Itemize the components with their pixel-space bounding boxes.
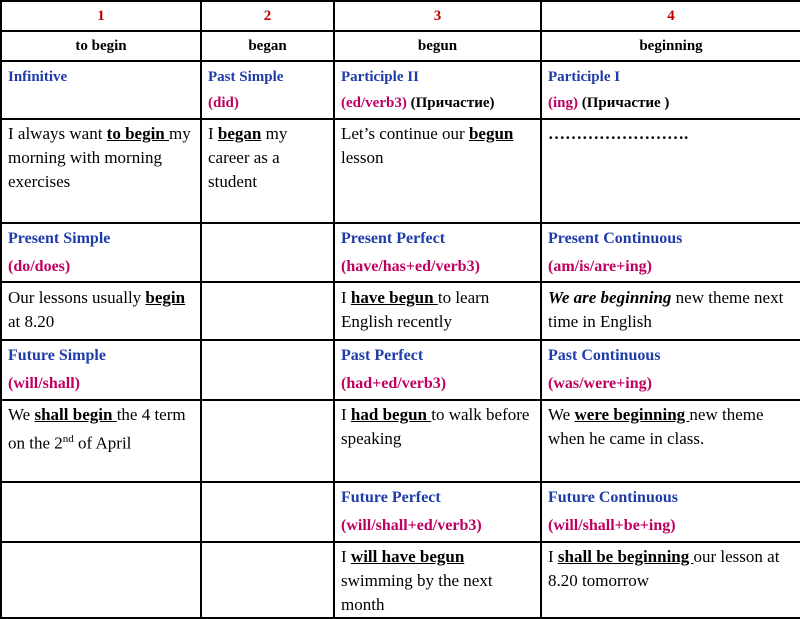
form-name-cell (541, 61, 800, 119)
example-sentence: I will have begun swimming by the next month (341, 547, 493, 614)
tense-cell (334, 340, 541, 400)
column-number: 3 (334, 1, 541, 31)
form-name-cell (1, 61, 201, 119)
form-names-row (1, 61, 800, 119)
example-sentence: We shall begin the 4 term on the 2nd of April (8, 405, 186, 453)
tense-cell (334, 482, 541, 542)
tense-formula: (was/were+ing) (548, 375, 652, 392)
form-name-cell (334, 61, 541, 119)
form-formula: (did) (208, 95, 239, 111)
example-cell (334, 400, 541, 482)
tense-examples-row (1, 542, 800, 618)
blank-placeholder: ……………………. (548, 124, 689, 143)
empty-cell (201, 282, 334, 340)
key-verb: had begun (350, 405, 432, 424)
tense-examples-row (1, 400, 800, 482)
key-verb: begun (468, 124, 514, 143)
tense-name: Future Perfect (341, 489, 441, 506)
empty-cell (1, 482, 201, 542)
example-cell (541, 542, 800, 618)
form-examples-row (1, 119, 800, 223)
tense-name: Present Continuous (548, 230, 683, 247)
key-verb: were beginning (574, 405, 690, 424)
formula-colored: (ed/verb3) (341, 95, 407, 111)
column-number: 4 (541, 1, 800, 31)
form-name-cell (201, 61, 334, 119)
tense-name: Future Continuous (548, 489, 678, 506)
tense-name: Past Continuous (548, 347, 661, 364)
example-cell (541, 119, 800, 223)
form-name: Participle I (548, 69, 621, 85)
key-verb: begin (145, 288, 186, 307)
tense-formula: (am/is/are+ing) (548, 258, 652, 275)
example-cell (541, 400, 800, 482)
example-cell (1, 119, 201, 223)
example-sentence: I shall be beginning our lesson at 8.20 tomorrow (548, 547, 780, 590)
tense-cell (541, 223, 800, 282)
verb-form: begun (334, 31, 541, 61)
verb-form: beginning (541, 31, 800, 61)
key-verb: began (217, 124, 262, 143)
tense-cell (1, 223, 201, 282)
formula-colored: (ing) (548, 95, 578, 111)
example-sentence: I had begun to walk before speaking (341, 405, 530, 448)
tense-cell (541, 340, 800, 400)
form-name: Participle II (341, 69, 419, 85)
empty-cell (1, 542, 201, 618)
tense-formula: (will/shall) (8, 375, 81, 392)
example-cell (201, 119, 334, 223)
tense-formula: (have/has+ed/verb3) (341, 258, 480, 275)
example-sentence: I have begun to learn English recently (341, 288, 490, 331)
form-name: Infinitive (8, 69, 68, 85)
example-cell (334, 542, 541, 618)
example-sentence: We are beginning new theme next time in English (548, 288, 784, 331)
key-verb: shall be beginning (557, 547, 694, 566)
empty-cell (201, 340, 334, 400)
tense-formula: (will/shall+ed/verb3) (341, 517, 482, 534)
example-cell (1, 282, 201, 340)
empty-cell (201, 400, 334, 482)
tense-formula: (do/does) (8, 258, 71, 275)
form-name: Past Simple (208, 69, 284, 85)
tense-name: Future Simple (8, 347, 106, 364)
empty-cell (201, 482, 334, 542)
formula-plain: (Причастие) (406, 95, 495, 111)
tense-name: Present Simple (8, 230, 111, 247)
example-sentence: Our lessons usually begin at 8.20 (8, 288, 186, 331)
example-sentence: I always want to begin my morning with morning exercises (8, 124, 191, 191)
key-verb: to begin (106, 124, 170, 143)
tense-formula: (had+ed/verb3) (341, 375, 447, 392)
tense-names-row (1, 340, 800, 400)
empty-cell (201, 542, 334, 618)
tense-name: Past Perfect (341, 347, 424, 364)
column-number: 2 (201, 1, 334, 31)
tense-formula: (will/shall+be+ing) (548, 517, 676, 534)
key-verb: will have begun (350, 547, 465, 566)
verb-forms-row (1, 31, 800, 61)
formula-plain: (Причастие ) (578, 95, 670, 111)
column-number-row (1, 1, 800, 31)
tense-names-row (1, 482, 800, 542)
example-cell (334, 282, 541, 340)
tense-cell (1, 340, 201, 400)
verb-form: to begin (1, 31, 201, 61)
key-verb: We are beginning (548, 288, 672, 307)
tense-cell (541, 482, 800, 542)
tense-names-row (1, 223, 800, 282)
column-number: 1 (1, 1, 201, 31)
tense-examples-row (1, 282, 800, 340)
verb-form: began (201, 31, 334, 61)
example-cell (334, 119, 541, 223)
empty-cell (201, 223, 334, 282)
example-cell (1, 400, 201, 482)
form-formula (341, 90, 534, 116)
key-verb: have begun (350, 288, 438, 307)
example-cell (541, 282, 800, 340)
example-sentence: We were beginning new theme when he came in class. (548, 405, 764, 448)
tense-name: Present Perfect (341, 230, 446, 247)
form-formula (548, 90, 794, 116)
key-verb: shall begin (34, 405, 117, 424)
example-sentence: Let’s continue our begun lesson (341, 124, 514, 167)
tense-cell (334, 223, 541, 282)
example-sentence: I began my career as a student (208, 124, 288, 191)
